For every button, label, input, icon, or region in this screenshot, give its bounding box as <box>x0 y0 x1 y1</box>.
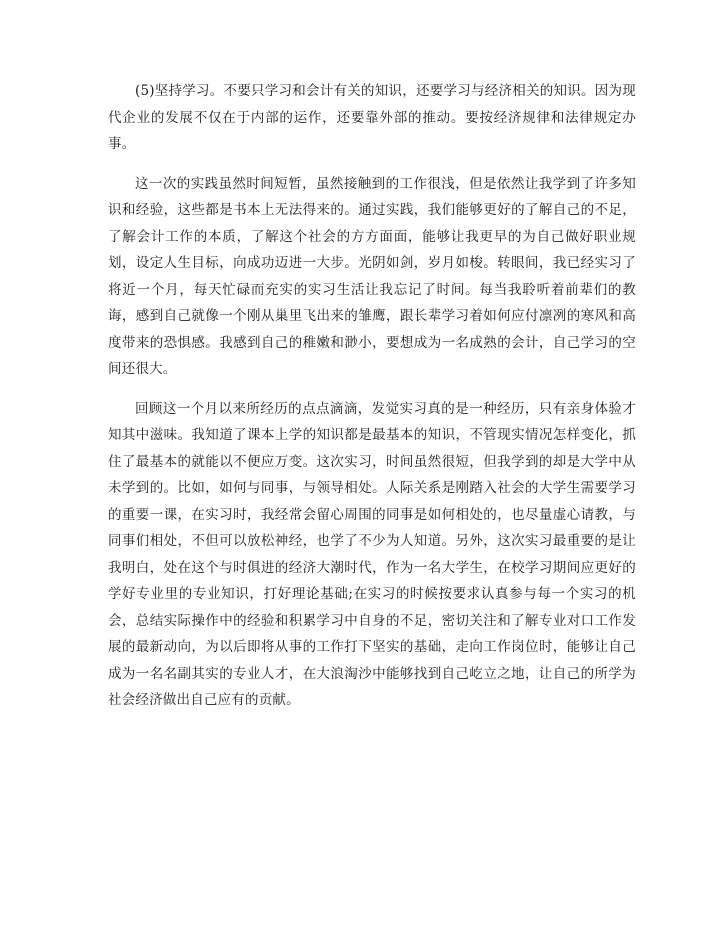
paragraph-review: 回顾这一个月以来所经历的点点滴滴，发觉实习真的是一种经历，只有亲身体验才知其中滋味。我知道了课本上学的知识都是最基本的知识，不管现实情况怎样变化，抓住了最基本的就能以不便应万变。这次实习，时间虽然很短，但我学到的却是大学中从未学到的。比如，如何与同事，与领导相处。人际关系是刚踏入社会的大学生需要学习的重要一课，在实习时，我经常会留心周围的同事是如何相处的，也尽量虚心请教，与同事们相处，不但可以放松神经，也学了不少为人知道。另外，这次实习最重要的是让我明白，处在这个与时俱进的经济大潮时代，作为一名大学生，在校学习期间应更好的学好专业里的专业知识，打好理论基础;在实习的时候按要求认真参与每一个实习的机会，总结实际操作中的经验和积累学习中自身的不足，密切关注和了解专业对口工作发展的最新动向，为以后即将从事的工作打下坚实的基础，走向工作岗位时，能够让自己成为一名名副其实的专业人才，在大浪淘沙中能够找到自己屹立之地，让自己的所学为社会经济做出自己应有的贡献。 <box>108 400 636 708</box>
document-page <box>108 78 636 727</box>
paragraph-study: (5)坚持学习。不要只学习和会计有关的知识，还要学习与经济相关的知识。因为现代企业的发展不仅在于内部的运作，还要靠外部的推动。要按经济规律和法律规定办事。 <box>108 83 636 152</box>
paragraph-practice: 这一次的实践虽然时间短暂，虽然接触到的工作很浅，但是依然让我学到了许多知识和经验，这些都是书本上无法得来的。通过实践，我们能够更好的了解自己的不足，了解会计工作的本质，了解这个社会的方方面面，能够让我更早的为自己做好职业规划，设定人生目标，向成功迈进一大步。光阴如剑，岁月如梭。转眼间，我已经实习了将近一个月，每天忙碌而充实的实习生活让我忘记了时间。每当我聆听着前辈们的教诲，感到自己就像一个刚从巢里飞出来的雏鹰，跟长辈学习着如何应付凛冽的寒风和高度带来的恐惧感。我感到自己的稚嫩和渺小，要想成为一名成熟的会计，自己学习的空间还很大。 <box>108 175 636 377</box>
